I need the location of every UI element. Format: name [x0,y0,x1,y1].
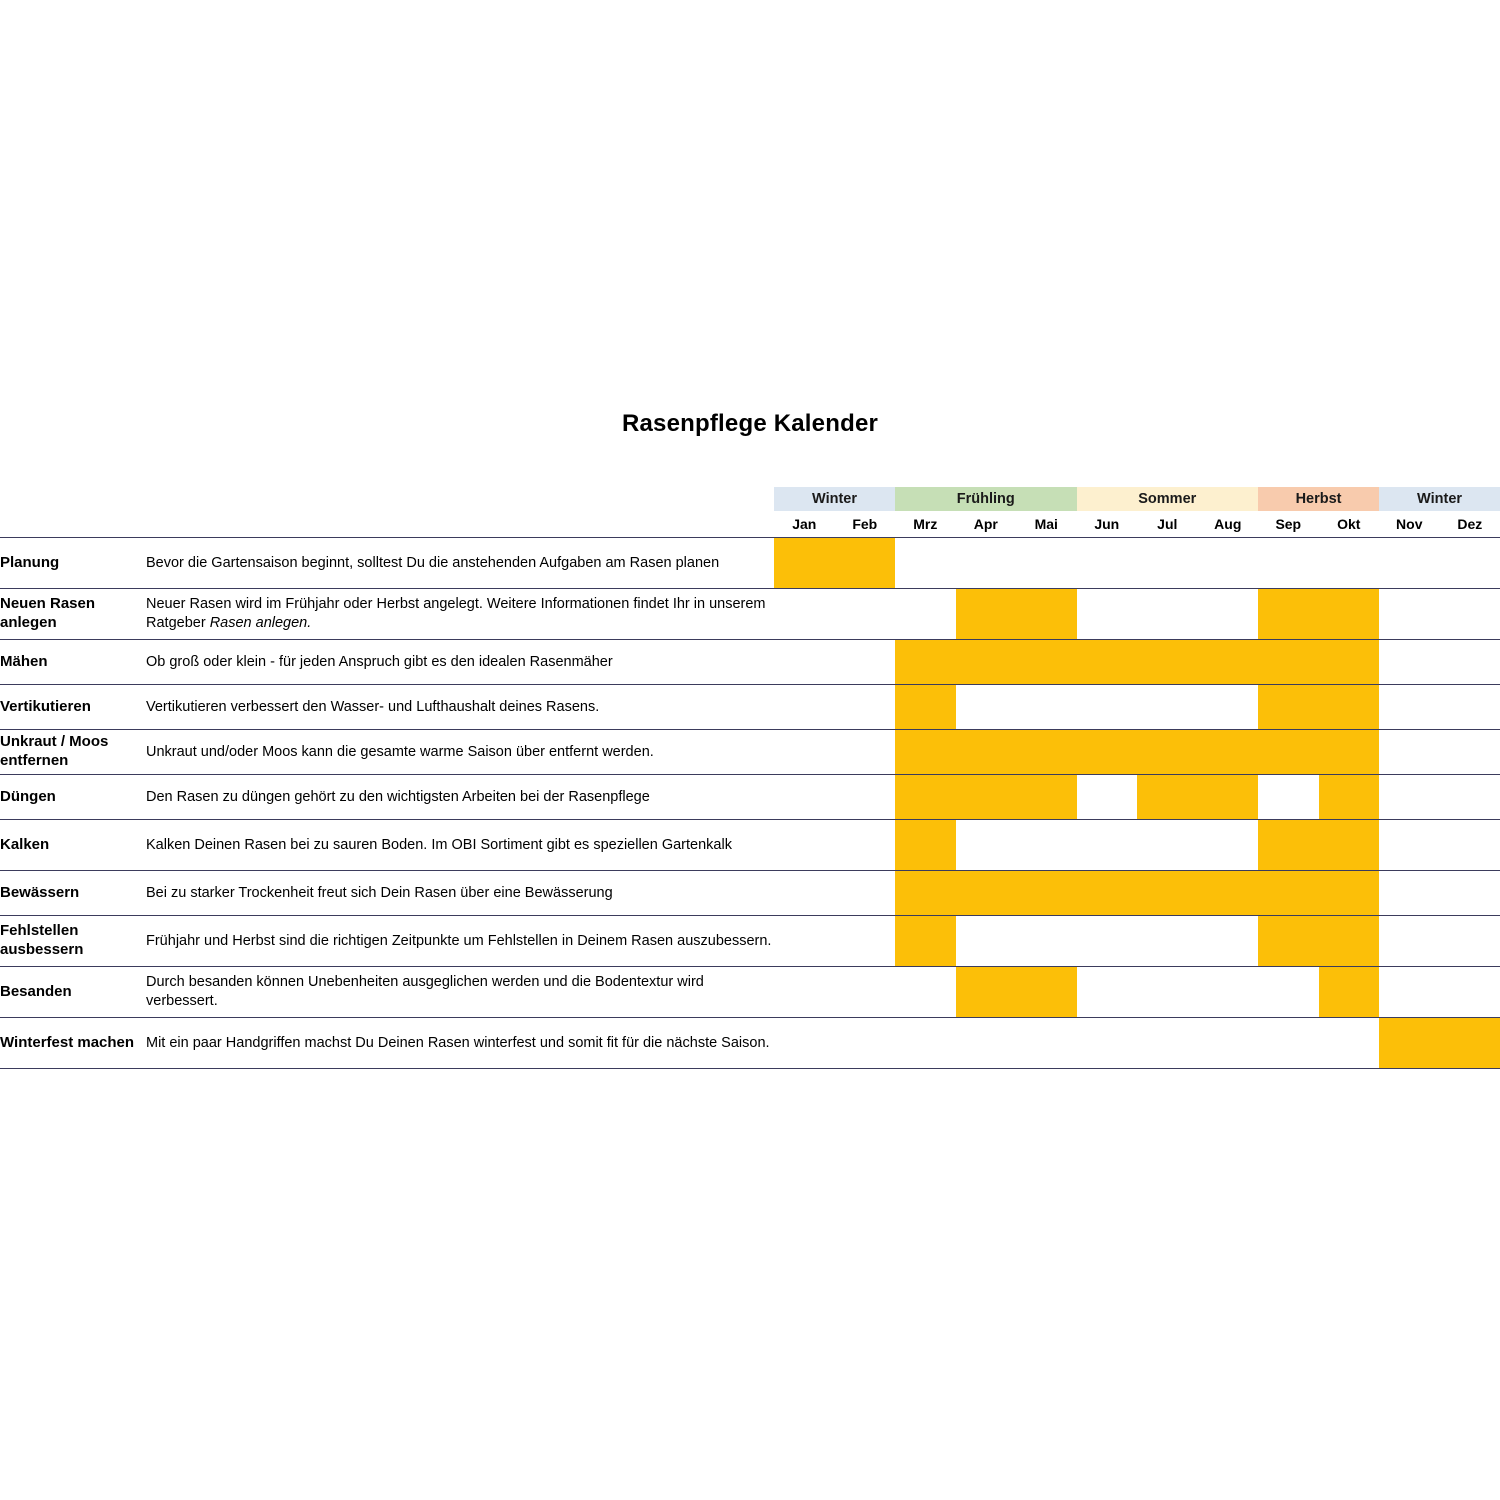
calendar-cell-jan-inactive [774,820,835,871]
season-header-spacer-desc [146,487,774,511]
table-row [0,1018,1500,1069]
task-description: Mit ein paar Handgriffen machst Du Deinen Rasen winterfest und somit fit für die nächste Saison. [146,1018,774,1069]
season-header-row [0,487,1500,511]
calendar-cell-jan-inactive [774,589,835,640]
calendar-cell-aug-inactive [1198,538,1259,589]
calendar-cell-aug-active [1198,775,1259,820]
calendar-cell-sep-active [1258,916,1319,967]
calendar-cell-apr-active [956,775,1017,820]
calendar-cell-mai-inactive [1016,538,1077,589]
calendar-cell-aug-active [1198,730,1259,775]
calendar-cell-sep-active [1258,730,1319,775]
task-description: Vertikutieren verbessert den Wasser- und Lufthaushalt deines Rasens. [146,685,774,730]
season-header-spacer-task [0,487,146,511]
calendar-cell-feb-inactive [835,967,896,1018]
month-header-jul: Jul [1137,511,1198,538]
season-header-sommer-2: Sommer [1077,487,1259,511]
calendar-cell-feb-inactive [835,640,896,685]
task-description: Ob groß oder klein - für jeden Anspruch gibt es den idealen Rasenmäher [146,640,774,685]
calendar-cell-nov-inactive [1379,640,1440,685]
table-row [0,820,1500,871]
calendar-cell-jul-inactive [1137,967,1198,1018]
calendar-cell-dez-inactive [1440,820,1500,871]
calendar-cell-jan-active [774,538,835,589]
month-header-okt: Okt [1319,511,1380,538]
calendar-cell-jun-inactive [1077,820,1138,871]
calendar-cell-aug-inactive [1198,916,1259,967]
calendar-cell-jun-inactive [1077,775,1138,820]
calendar-cell-jul-inactive [1137,589,1198,640]
task-description: Bevor die Gartensaison beginnt, solltest Du die anstehenden Aufgaben am Rasen planen [146,538,774,589]
calendar-cell-mrz-active [895,730,956,775]
calendar-cell-jul-inactive [1137,820,1198,871]
calendar-cell-sep-inactive [1258,967,1319,1018]
calendar-cell-mrz-inactive [895,589,956,640]
calendar-cell-jul-active [1137,775,1198,820]
month-header-jun: Jun [1077,511,1138,538]
calendar-cell-mai-inactive [1016,820,1077,871]
calendar-cell-mai-inactive [1016,685,1077,730]
task-description: Bei zu starker Trockenheit freut sich Dein Rasen über eine Bewässerung [146,871,774,916]
calendar-cell-mai-active [1016,730,1077,775]
task-name: Neuen Rasen anlegen [0,589,146,640]
calendar-cell-apr-active [956,589,1017,640]
calendar-cell-apr-inactive [956,1018,1017,1069]
calendar-cell-jun-inactive [1077,685,1138,730]
calendar-cell-dez-inactive [1440,871,1500,916]
month-header-nov: Nov [1379,511,1440,538]
calendar-cell-jan-inactive [774,640,835,685]
calendar-cell-nov-inactive [1379,871,1440,916]
calendar-cell-mrz-inactive [895,967,956,1018]
calendar-cell-nov-inactive [1379,820,1440,871]
task-name: Kalken [0,820,146,871]
season-header-winter-0: Winter [774,487,895,511]
calendar-cell-apr-active [956,871,1017,916]
calendar-cell-mrz-active [895,775,956,820]
calendar-cell-okt-active [1319,685,1380,730]
month-header-aug: Aug [1198,511,1259,538]
calendar-cell-aug-inactive [1198,967,1259,1018]
calendar-cell-okt-active [1319,871,1380,916]
season-header-herbst-3: Herbst [1258,487,1379,511]
task-name: Düngen [0,775,146,820]
month-header-jan: Jan [774,511,835,538]
table-row [0,967,1500,1018]
calendar-cell-apr-inactive [956,685,1017,730]
calendar-cell-apr-inactive [956,538,1017,589]
calendar-cell-mrz-active [895,916,956,967]
calendar-cell-jul-inactive [1137,1018,1198,1069]
calendar-cell-mai-active [1016,775,1077,820]
calendar-cell-jun-active [1077,640,1138,685]
calendar-cell-dez-inactive [1440,538,1500,589]
task-description: Frühjahr und Herbst sind die richtigen Zeitpunkte um Fehlstellen in Deinem Rasen auszubessern. [146,916,774,967]
table-row [0,871,1500,916]
calendar-cell-mrz-active [895,640,956,685]
calendar-cell-okt-active [1319,916,1380,967]
calendar-cell-jun-inactive [1077,916,1138,967]
calendar-cell-feb-inactive [835,775,896,820]
calendar-cell-jun-inactive [1077,589,1138,640]
calendar-cell-nov-active [1379,1018,1440,1069]
calendar-cell-sep-active [1258,640,1319,685]
calendar-cell-feb-inactive [835,1018,896,1069]
calendar-cell-aug-inactive [1198,1018,1259,1069]
calendar-cell-apr-active [956,967,1017,1018]
task-name: Winterfest machen [0,1018,146,1069]
calendar-cell-apr-active [956,730,1017,775]
calendar-cell-jun-inactive [1077,967,1138,1018]
calendar-cell-jan-inactive [774,967,835,1018]
calendar-cell-mai-active [1016,967,1077,1018]
calendar-cell-aug-active [1198,640,1259,685]
calendar-cell-mrz-active [895,871,956,916]
calendar-cell-sep-inactive [1258,775,1319,820]
table-row [0,916,1500,967]
task-name: Planung [0,538,146,589]
calendar-cell-jul-active [1137,871,1198,916]
table-row [0,589,1500,640]
calendar-cell-sep-active [1258,820,1319,871]
calendar-cell-jun-inactive [1077,1018,1138,1069]
month-header-feb: Feb [835,511,896,538]
month-header-row [0,511,1500,538]
task-name: Besanden [0,967,146,1018]
calendar-cell-mrz-active [895,820,956,871]
calendar-cell-dez-inactive [1440,685,1500,730]
table-row [0,775,1500,820]
calendar-cell-dez-inactive [1440,640,1500,685]
task-description: Den Rasen zu düngen gehört zu den wichtigsten Arbeiten bei der Rasenpflege [146,775,774,820]
calendar-cell-feb-inactive [835,730,896,775]
calendar-cell-mrz-inactive [895,1018,956,1069]
calendar-cell-nov-inactive [1379,538,1440,589]
calendar-cell-dez-inactive [1440,916,1500,967]
calendar-cell-mrz-active [895,685,956,730]
month-header-apr: Apr [956,511,1017,538]
calendar-cell-jul-inactive [1137,538,1198,589]
calendar-cell-aug-inactive [1198,685,1259,730]
season-header-winter-4: Winter [1379,487,1500,511]
calendar-cell-jun-inactive [1077,538,1138,589]
calendar-cell-jan-inactive [774,1018,835,1069]
calendar-cell-feb-inactive [835,916,896,967]
calendar-cell-jul-active [1137,640,1198,685]
calendar-cell-nov-inactive [1379,589,1440,640]
calendar-cell-dez-active [1440,1018,1500,1069]
calendar-cell-okt-active [1319,640,1380,685]
calendar-cell-mai-active [1016,640,1077,685]
chart-title-text: Rasenpflege Kalender [621,410,879,437]
calendar-table [0,487,1500,1069]
calendar-cell-sep-inactive [1258,1018,1319,1069]
chart-title [0,410,1500,438]
calendar-cell-jan-inactive [774,916,835,967]
table-row [0,685,1500,730]
table-row [0,640,1500,685]
calendar-cell-okt-active [1319,589,1380,640]
task-name: Fehlstellen ausbessern [0,916,146,967]
table-row [0,730,1500,775]
calendar-cell-jul-inactive [1137,916,1198,967]
calendar-cell-jul-inactive [1137,685,1198,730]
calendar-cell-apr-inactive [956,916,1017,967]
task-name: Vertikutieren [0,685,146,730]
calendar-cell-okt-active [1319,820,1380,871]
calendar-cell-mai-inactive [1016,1018,1077,1069]
task-description: Neuer Rasen wird im Frühjahr oder Herbst angelegt. Weitere Informationen findet Ihr in unserem Ratgeber Rasen anlegen. [146,589,774,640]
calendar-cell-mrz-inactive [895,538,956,589]
calendar-cell-apr-active [956,640,1017,685]
calendar-cell-dez-inactive [1440,589,1500,640]
task-description: Durch besanden können Unebenheiten ausgeglichen werden und die Bodentextur wird verbessert. [146,967,774,1018]
calendar-cell-aug-active [1198,871,1259,916]
task-description: Unkraut und/oder Moos kann die gesamte warme Saison über entfernt werden. [146,730,774,775]
calendar-cell-feb-active [835,538,896,589]
calendar-cell-jun-active [1077,730,1138,775]
calendar-cell-nov-inactive [1379,685,1440,730]
calendar-cell-mai-inactive [1016,916,1077,967]
calendar-cell-aug-inactive [1198,589,1259,640]
season-header-frühling-1: Frühling [895,487,1077,511]
task-name: Unkraut / Moos entfernen [0,730,146,775]
calendar-cell-okt-inactive [1319,538,1380,589]
month-header-mrz: Mrz [895,511,956,538]
calendar-cell-feb-inactive [835,820,896,871]
calendar-cell-okt-inactive [1319,1018,1380,1069]
month-header-sep: Sep [1258,511,1319,538]
calendar-cell-okt-active [1319,730,1380,775]
calendar-cell-jan-inactive [774,871,835,916]
calendar-cell-sep-active [1258,871,1319,916]
month-header-mai: Mai [1016,511,1077,538]
calendar-cell-nov-inactive [1379,775,1440,820]
calendar-cell-mai-active [1016,589,1077,640]
calendar-cell-nov-inactive [1379,916,1440,967]
calendar-cell-sep-inactive [1258,538,1319,589]
calendar-cell-jan-inactive [774,685,835,730]
task-name: Mähen [0,640,146,685]
calendar-cell-okt-active [1319,967,1380,1018]
calendar-cell-nov-inactive [1379,730,1440,775]
calendar-cell-feb-inactive [835,871,896,916]
calendar-cell-dez-inactive [1440,730,1500,775]
calendar-cell-okt-active [1319,775,1380,820]
calendar-cell-sep-active [1258,589,1319,640]
month-header-spacer-desc [146,511,774,538]
calendar-cell-aug-inactive [1198,820,1259,871]
task-name: Bewässern [0,871,146,916]
calendar-cell-jun-active [1077,871,1138,916]
calendar-cell-sep-active [1258,685,1319,730]
calendar-cell-jan-inactive [774,775,835,820]
calendar-cell-feb-inactive [835,685,896,730]
table-row [0,538,1500,589]
task-description: Kalken Deinen Rasen bei zu sauren Boden. Im OBI Sortiment gibt es speziellen Gartenkalk [146,820,774,871]
month-header-dez: Dez [1440,511,1500,538]
calendar-cell-mai-active [1016,871,1077,916]
calendar-cell-apr-inactive [956,820,1017,871]
calendar-cell-dez-inactive [1440,967,1500,1018]
calendar-cell-jan-inactive [774,730,835,775]
calendar-cell-nov-inactive [1379,967,1440,1018]
calendar-cell-feb-inactive [835,589,896,640]
calendar-cell-dez-inactive [1440,775,1500,820]
calendar-cell-jul-active [1137,730,1198,775]
month-header-spacer-task [0,511,146,538]
